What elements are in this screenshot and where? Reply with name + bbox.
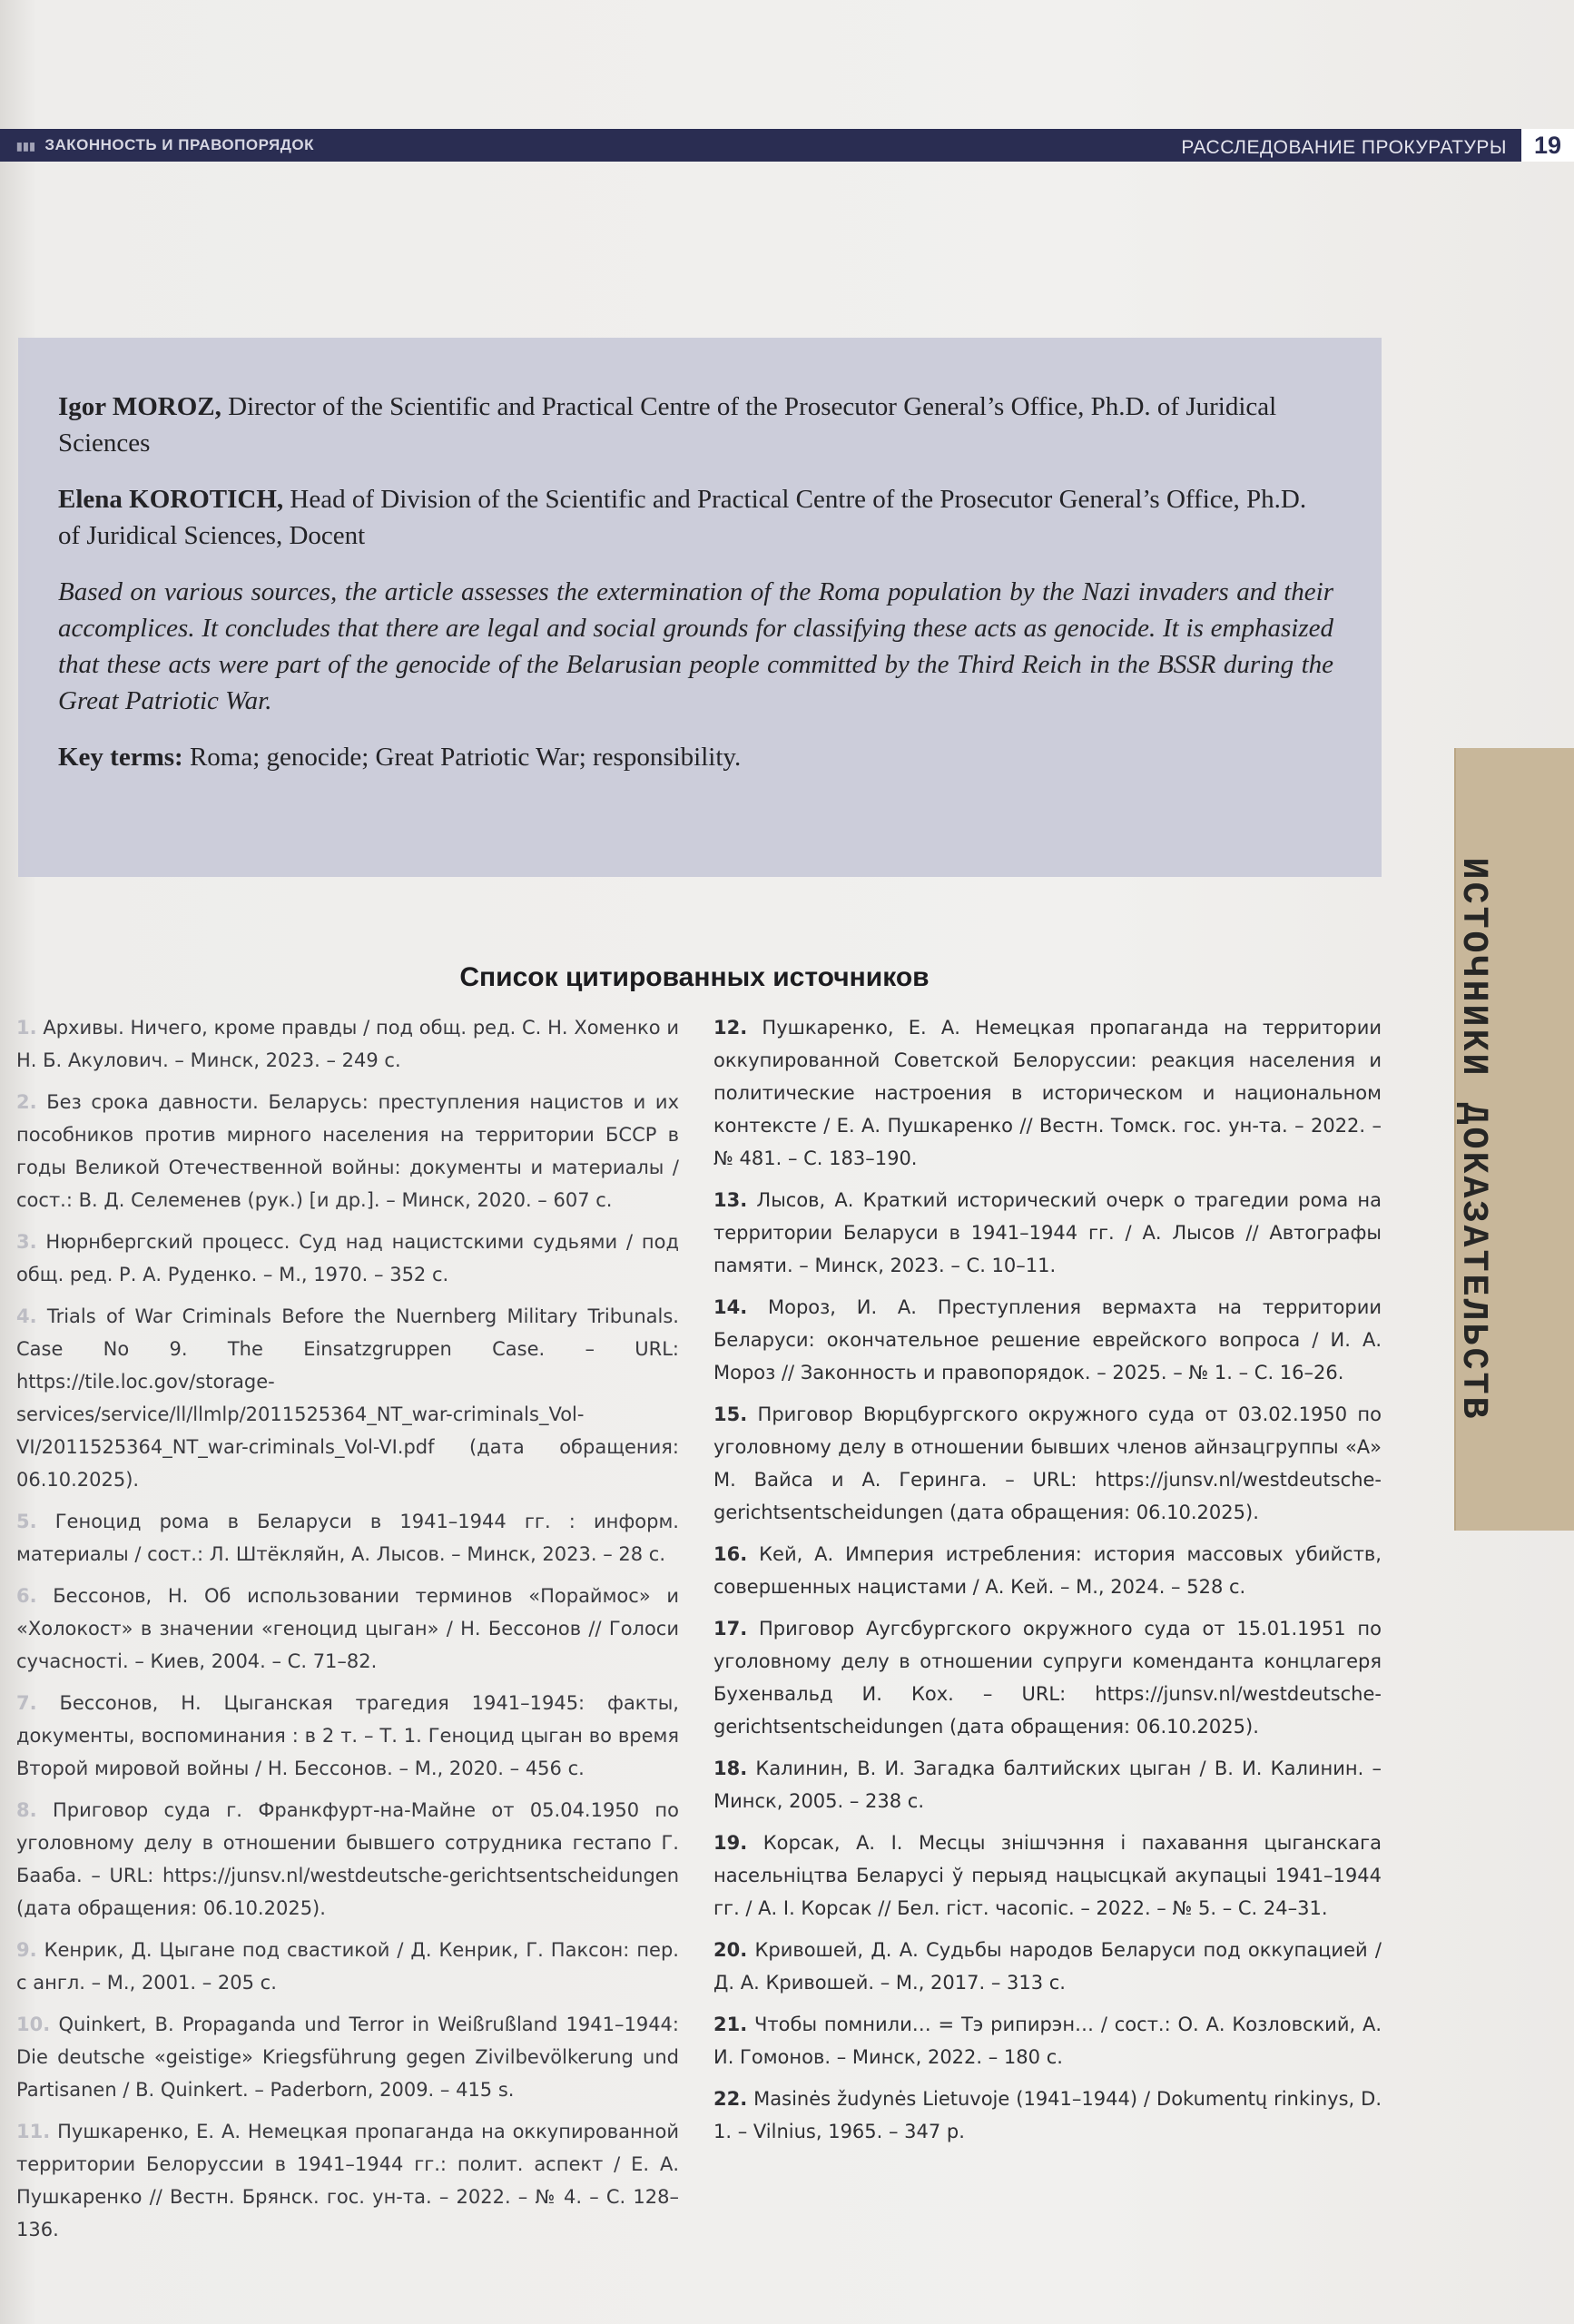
reference-item	[16, 1934, 679, 1999]
author-2-role: Head of Division of the Scientific and Practical Centre of the Prosecutor General’s Office, Ph.D. of Juridical Sciences, Docent	[58, 485, 1307, 550]
reference-text: Нюрнбергский процесс. Суд над нацистскими судьями / под общ. ред. Р. А. Руденко. – М., 1970. – 352 с.	[16, 1231, 679, 1285]
author-1-role: Director of the Scientific and Practical Centre of the Prosecutor General’s Office, Ph.D. of Juridical Sciences	[58, 392, 1277, 458]
reference-text: Masinės žudynės Lietuvoje (1941–1944) / Dokumentų rinkinys, D. 1. – Vilnius, 1965. – 347 p.	[713, 2088, 1382, 2142]
author-1-name: Igor MOROZ,	[58, 392, 221, 421]
reference-item	[713, 1827, 1382, 1925]
reference-text: Архивы. Ничего, кроме правды / под общ. ред. С. Н. Хоменко и Н. Б. Акулович. – Минск, 2023. – 249 с.	[16, 1017, 679, 1071]
references-right-column	[713, 1011, 1382, 2157]
references-left-column	[16, 1011, 679, 2255]
author-1	[58, 389, 1333, 461]
reference-number: 2.	[16, 1091, 37, 1113]
reference-number: 19.	[713, 1832, 748, 1854]
reference-number: 20.	[713, 1939, 748, 1961]
header-section-left-label: ЗАКОННОСТЬ И ПРАВОПОРЯДОК	[44, 136, 314, 153]
reference-number: 22.	[713, 2088, 748, 2110]
header-section-right-label: РАССЛЕДОВАНИЕ ПРОКУРАТУРЫ	[1181, 137, 1507, 158]
reference-item	[16, 1300, 679, 1496]
reference-text: Кривошей, Д. А. Судьбы народов Беларуси под оккупацией / Д. А. Кривошей. – М., 2017. – 313 с.	[713, 1939, 1382, 1994]
reference-text: Приговор суда г. Франкфурт-на-Майне от 05.04.1950 по уголовному делу в отношении бывшего сотрудника гестапо Г. Бааба. – URL: https://junsv.nl/westdeutsche-gerichtsentscheidungen (дата обращения: 06.10.2025).	[16, 1799, 679, 1919]
key-terms-value: Roma; genocide; Great Patriotic War; responsibility.	[189, 743, 742, 772]
references-title: Список цитированных источников	[459, 962, 930, 992]
reference-text: Мороз, И. А. Преступления вермахта на территории Беларуси: окончательное решение еврейского вопроса / И. А. Мороз // Законность и правопорядок. – 2025. – № 1. – С. 16–26.	[713, 1296, 1382, 1384]
reference-number: 16.	[713, 1543, 748, 1565]
reference-text: Без срока давности. Беларусь: преступления нацистов и их пособников против мирного населения на территории БССР в годы Великой Отечественной войны: документы и материалы / сост.: В. Д. Селеменев (рук.) [и др.]. – Минск, 2020. – 607 с.	[16, 1091, 679, 1211]
reference-item	[713, 2008, 1382, 2073]
reference-item	[713, 1184, 1382, 1282]
reference-item	[713, 1291, 1382, 1389]
reference-item	[713, 1752, 1382, 1817]
magazine-logo-icon: ▮▮▮	[16, 140, 36, 153]
abstract-text: Based on various sources, the article assesses the extermination of the Roma population by the Nazi invaders and their accomplices. It concludes that there are legal and social grounds for classifying these acts as genocide. It is emphasized that these acts were part of the genocide of the Belarusian people committed by the Third Reich in the BSSR during the Great Patriotic War.	[58, 577, 1333, 715]
reference-number: 8.	[16, 1799, 37, 1821]
reference-text: Приговор Аугсбургского окружного суда от 15.01.1951 по уголовному делу в отношении супруги коменданта концлагеря Бухенвальд И. Кох. – URL: https://junsv.nl/westdeutsche-gerichtsentscheidungen (дата обращения: 06.10.2025).	[713, 1618, 1382, 1738]
reference-item	[713, 1538, 1382, 1603]
reference-number: 10.	[16, 2014, 51, 2035]
reference-number: 17.	[713, 1618, 748, 1640]
reference-item	[16, 1794, 679, 1925]
reference-number: 15.	[713, 1403, 748, 1425]
reference-text: Калинин, В. И. Загадка балтийских цыган / В. И. Калинин. – Минск, 2005. – 238 с.	[713, 1758, 1382, 1812]
reference-number: 5.	[16, 1511, 37, 1532]
reference-text: Пушкаренко, Е. А. Немецкая пропаганда на оккупированной территории Белоруссии в 1941–1944 гг.: полит. аспект / Е. А. Пушкаренко // Вестн. Брянск. гос. ун-та. – 2022. – № 4. – С. 128–136.	[16, 2121, 679, 2240]
reference-text: Корсак, А. І. Месцы знішчэння і пахавання цыганскага насельніцтва Беларусі ў перыяд нацысцкай акупацыі 1941–1944 гг. / А. І. Корсак // Бел. гіст. часопіс. – 2022. – № 5. – С. 24–31.	[713, 1832, 1382, 1919]
reference-item	[713, 1398, 1382, 1529]
reference-text: Пушкаренко, Е. А. Немецкая пропаганда на территории оккупированной Советской Белоруссии: реакция населения и политические настроения в историческом и национальном контексте / Е. А. Пушкаренко // Вестн. Томск. гос. ун-та. – 2022. – № 481. – С. 183–190.	[713, 1017, 1382, 1169]
author-2-name: Elena KOROTICH,	[58, 485, 284, 514]
reference-text: Приговор Вюрцбургского окружного суда от 03.02.1950 по уголовному делу в отношении бывших членов айнзацгруппы «А» М. Вайса и А. Геринга. – URL: https://junsv.nl/westdeutsche-gerichtsentscheidungen (дата обращения: 06.10.2025).	[713, 1403, 1382, 1523]
reference-number: 12.	[713, 1017, 748, 1039]
reference-number: 6.	[16, 1585, 37, 1607]
running-header	[0, 129, 1574, 162]
reference-number: 13.	[713, 1189, 748, 1211]
reference-item	[16, 1687, 679, 1785]
reference-number: 11.	[16, 2121, 51, 2142]
english-abstract	[58, 389, 1333, 795]
reference-number: 1.	[16, 1017, 37, 1039]
key-terms-label: Key terms:	[58, 743, 183, 772]
side-tab-label: ИСТОЧНИКИ ДОКАЗАТЕЛЬСТВ	[1452, 857, 1493, 1422]
reference-number: 3.	[16, 1231, 37, 1253]
reference-item	[16, 1580, 679, 1678]
reference-number: 14.	[713, 1296, 748, 1318]
reference-text: Кенрик, Д. Цыгане под свастикой / Д. Кенрик, Г. Паксон: пер. с англ. – М., 2001. – 205 с.	[16, 1939, 679, 1994]
reference-text: Чтобы помнили… = Тэ рипирэн… / сост.: О. А. Козловский, А. И. Гомонов. – Минск, 2022. – 180 с.	[713, 2014, 1382, 2068]
page-number: 19	[1521, 129, 1574, 162]
reference-text: Геноцид рома в Беларуси в 1941–1944 гг. : информ. материалы / сост.: Л. Штёкляйн, А. Лысов. – Минск, 2023. – 28 с.	[16, 1511, 679, 1565]
key-terms	[58, 739, 1333, 775]
reference-text: Trials of War Criminals Before the Nuernberg Military Tribunals. Case No 9. The Einsatzgruppen Case. – URL: https://tile.loc.gov/storage-services/service/ll/llmlp/2011525364_NT_war-criminals_Vol-VI/2011525364_NT_war-criminals_Vol-VI.pdf (дата обращения: 06.10.2025).	[16, 1305, 679, 1491]
reference-text: Кей, А. Империя истребления: история массовых убийств, совершенных нацистами / А. Кей. – М., 2024. – 528 с.	[713, 1543, 1382, 1598]
reference-item	[16, 2008, 679, 2106]
reference-text: Бессонов, Н. Цыганская трагедия 1941–1945: факты, документы, воспоминания : в 2 т. – Т. 1. Геноцид цыган во время Второй мировой войны / Н. Бессонов. – М., 2020. – 456 с.	[16, 1692, 679, 1779]
reference-item	[16, 1086, 679, 1216]
header-section-left	[0, 129, 314, 162]
reference-number: 18.	[713, 1758, 748, 1779]
reference-item	[713, 1934, 1382, 1999]
author-2	[58, 481, 1333, 554]
reference-item	[16, 1226, 679, 1291]
reference-item	[16, 2115, 679, 2246]
reference-number: 4.	[16, 1305, 37, 1327]
reference-number: 21.	[713, 2014, 748, 2035]
reference-text: Quinkert, B. Propaganda und Terror in Weißrußland 1941–1944: Die deutsche «geistige» Kriegsführung gegen Zivilbevölkerung und Partisanen / B. Quinkert. – Paderborn, 2009. – 415 s.	[16, 2014, 679, 2101]
reference-number: 9.	[16, 1939, 37, 1961]
reference-number: 7.	[16, 1692, 37, 1714]
reference-item	[713, 1612, 1382, 1743]
reference-text: Бессонов, Н. Об использовании терминов «Пораймос» и «Холокост» в значении «геноцид цыган» / Н. Бессонов // Голоси сучасності. – Киев, 2004. – С. 71–82.	[16, 1585, 679, 1672]
reference-item	[713, 2083, 1382, 2148]
reference-item	[16, 1011, 679, 1077]
reference-item	[713, 1011, 1382, 1175]
reference-text: Лысов, А. Краткий исторический очерк о трагедии рома на территории Беларуси в 1941–1944 гг. / А. Лысов // Автографы памяти. – Минск, 2023. – С. 10–11.	[713, 1189, 1382, 1276]
reference-item	[16, 1505, 679, 1571]
header-section-right	[1181, 129, 1574, 162]
